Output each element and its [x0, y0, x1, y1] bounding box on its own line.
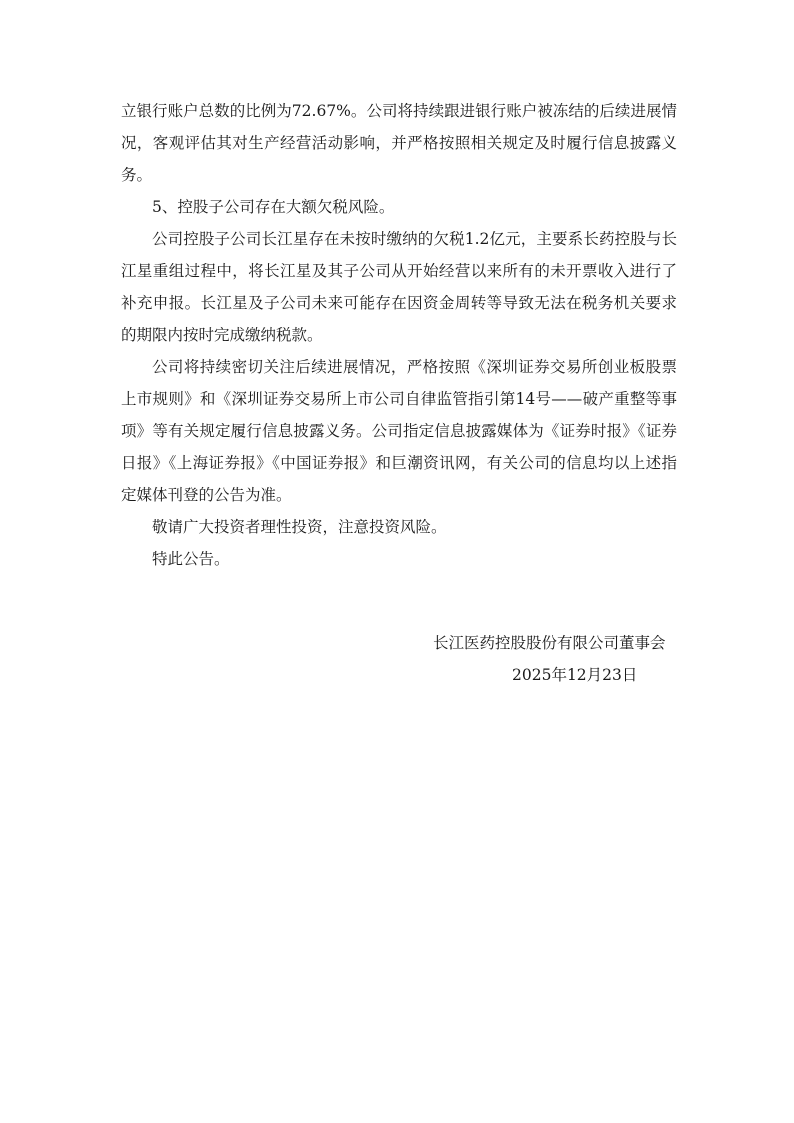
signature-company: 长江医药控股股份有限公司董事会	[433, 634, 666, 652]
paragraph-investor-warning: 敬请广大投资者理性投资，注意投资风险。	[152, 518, 447, 536]
paragraph-bank-accounts: 立银行账户总数的比例为72.67%。公司将持续跟进银行账户被冻结的后续进展情况，客观评估其对生产经营活动影响，并严格按照相关规定及时履行信息披露义务。	[121, 102, 677, 184]
paragraph-tax-risk-heading: 5、控股子公司存在大额欠税风险。	[152, 198, 395, 216]
paragraph-tax-risk-detail: 公司控股子公司长江星存在未按时缴纳的欠税1.2亿元，主要系长药控股与长江星重组过程中，将长江星及其子公司从开始经营以来所有的未开票收入进行了补充申报。长江星及子公司未来可能存在因资金周转等导致无法在税务机关要求的期限内按时完成缴纳税款。	[121, 230, 677, 344]
paragraph-closing: 特此公告。	[152, 550, 230, 568]
paragraph-disclosure: 公司将持续密切关注后续进展情况，严格按照《深圳证券交易所创业板股票上市规则》和《深圳证券交易所上市公司自律监管指引第14号——破产重整等事项》等有关规定履行信息披露义务。公司指定信息披露媒体为《证券时报》《证券日报》《上海证券报》《中国证券报》和巨潮资讯网，有关公司的信息均以上述指定媒体刊登的公告为准。	[121, 358, 677, 504]
document-body	[121, 95, 677, 575]
signature-date: 2025年12月23日	[512, 666, 638, 684]
